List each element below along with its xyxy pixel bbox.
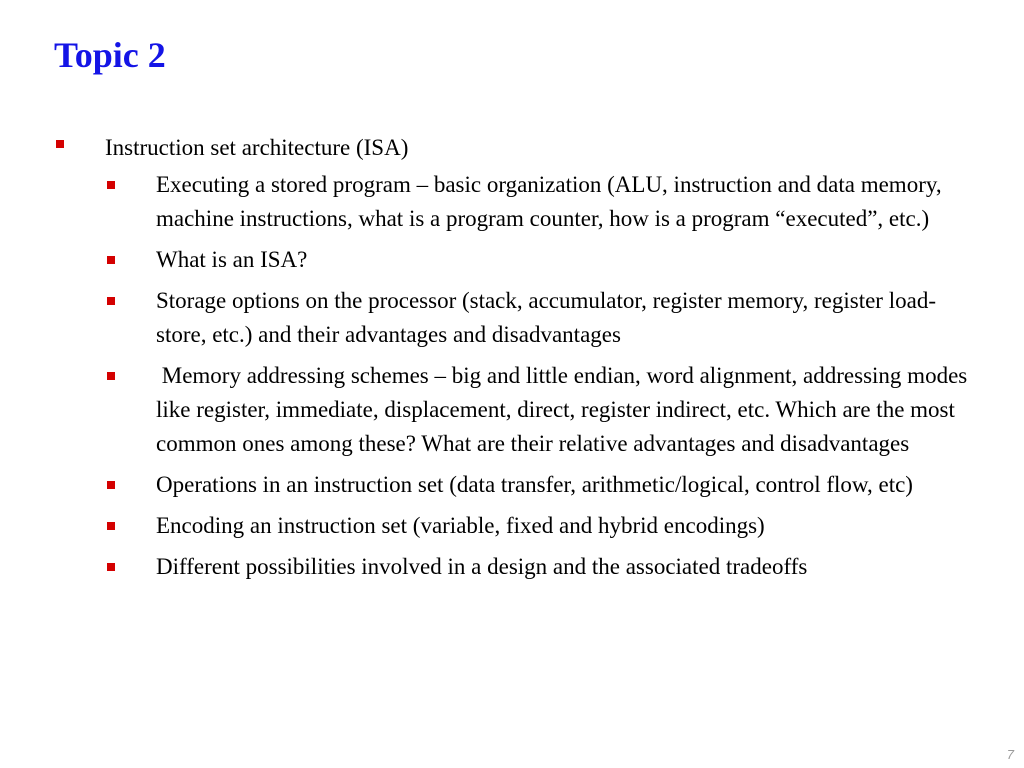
square-bullet-icon <box>107 256 115 264</box>
sub-bullet-text: Storage options on the processor (stack, accumulator, register memory, register load-store, etc.) and their advantages and disadvantages <box>156 288 936 347</box>
square-bullet-icon <box>56 140 64 148</box>
bullet-text: Instruction set architecture (ISA) <box>105 135 409 160</box>
sub-bullet-text: Encoding an instruction set (variable, fixed and hybrid encodings) <box>156 513 765 538</box>
square-bullet-icon <box>107 181 115 189</box>
square-bullet-icon <box>107 372 115 380</box>
sub-bullet-text: Different possibilities involved in a design and the associated tradeoffs <box>156 554 808 579</box>
sub-bullet-item <box>107 468 987 502</box>
slide-title: Topic 2 <box>54 35 166 75</box>
square-bullet-icon <box>107 563 115 571</box>
sub-bullet-list <box>107 168 987 591</box>
sub-bullet-item <box>107 509 987 543</box>
sub-bullet-item <box>107 284 987 352</box>
bullet-item <box>56 131 956 165</box>
sub-bullet-item <box>107 243 987 277</box>
sub-bullet-item <box>107 359 987 461</box>
square-bullet-icon <box>107 522 115 530</box>
bullet-level-1 <box>56 131 956 165</box>
sub-bullet-text: Executing a stored program – basic organization (ALU, instruction and data memory, machine instructions, what is a program counter, how is a program “executed”, etc.) <box>156 172 942 231</box>
sub-bullet-item <box>107 168 987 236</box>
sub-bullet-item <box>107 550 987 584</box>
page-number: 7 <box>1006 747 1014 762</box>
square-bullet-icon <box>107 297 115 305</box>
square-bullet-icon <box>107 481 115 489</box>
sub-bullet-text: Memory addressing schemes – big and little endian, word alignment, addressing modes like register, immediate, displacement, direct, register indirect, etc. Which are the most common ones among these? What are their relative advantages and disadvantages <box>156 363 973 456</box>
sub-bullet-text: Operations in an instruction set (data transfer, arithmetic/logical, control flow, etc) <box>156 472 913 497</box>
sub-bullet-text: What is an ISA? <box>156 247 308 272</box>
